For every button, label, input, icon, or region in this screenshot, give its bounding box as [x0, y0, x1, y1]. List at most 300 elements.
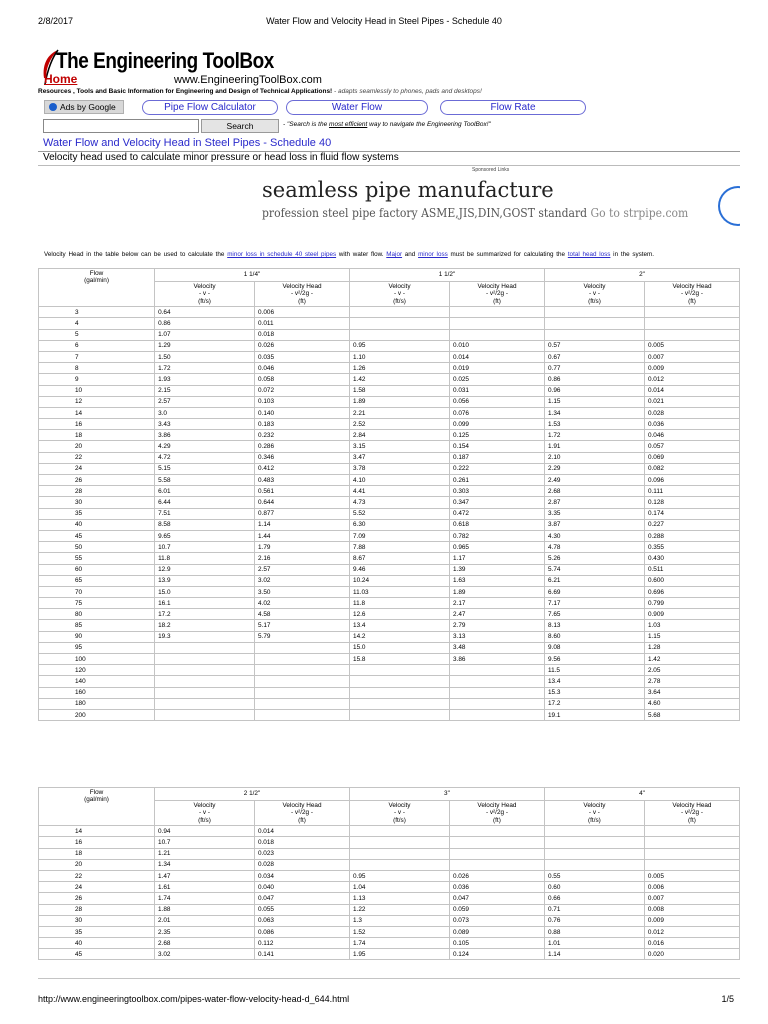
velocity-label: Velocity	[388, 283, 411, 290]
flow-cell: 45	[39, 530, 155, 541]
print-page-number: 1/5	[721, 994, 734, 1004]
print-header	[0, 16, 768, 30]
print-url: http://www.engineeringtoolbox.com/pipes-water-flow-velocity-head-d_644.html	[38, 994, 350, 1004]
velocity-head-cell: 1.79	[255, 542, 350, 553]
velocity-column-header	[155, 282, 255, 307]
site-logo[interactable]	[38, 44, 322, 90]
velocity-head-cell: 0.096	[644, 475, 739, 486]
velocity-unit: (ft/s)	[393, 297, 406, 305]
velocity-cell: 7.09	[350, 530, 450, 541]
velocity-symbol: - v -	[394, 290, 406, 298]
site-tagline	[38, 88, 482, 95]
table-row	[39, 826, 740, 837]
velocity-cell: 1.93	[155, 374, 255, 385]
velocity-head-cell	[449, 859, 544, 870]
velocity-head-cell: 0.018	[254, 837, 349, 848]
velocity-cell: 2.01	[155, 915, 255, 926]
velocity-label: Velocity	[193, 802, 216, 809]
flow-cell: 3	[39, 307, 155, 318]
table-row	[39, 926, 740, 937]
flow-cell: 12	[39, 396, 155, 407]
velocity-head-cell: 0.055	[254, 904, 349, 915]
velocity-head-column-header	[254, 801, 349, 826]
velocity-cell: 5.15	[155, 463, 255, 474]
velocity-head-cell: 0.600	[644, 575, 739, 586]
velocity-unit: (ft/s)	[588, 816, 601, 824]
table-row	[39, 452, 740, 463]
velocity-head-cell	[255, 654, 350, 665]
intro-t1: Velocity Head in the table below can be used to calculate the	[44, 251, 228, 258]
velocity-head-cell: 5.17	[255, 620, 350, 631]
velocity-cell	[544, 837, 644, 848]
velocity-cell: 4.41	[350, 486, 450, 497]
velocity-head-cell: 0.009	[644, 915, 739, 926]
velocity-head-cell: 0.346	[255, 452, 350, 463]
velocity-head-cell: 1.63	[449, 575, 544, 586]
velocity-head-cell: 0.073	[449, 915, 544, 926]
velocity-head-cell: 0.128	[644, 497, 739, 508]
minor-loss-link[interactable]: minor loss in schedule 40 steel pipes	[227, 251, 337, 258]
velocity-head-cell: 0.014	[254, 826, 349, 837]
velocity-cell: 4.30	[545, 530, 645, 541]
velocity-head-cell: 0.288	[644, 530, 739, 541]
nav-link-water-flow[interactable]: Water Flow	[286, 100, 428, 115]
velocity-head-cell: 0.036	[644, 419, 739, 430]
velocity-cell: 17.2	[545, 698, 645, 709]
ads-by-google-button[interactable]	[44, 100, 124, 114]
velocity-head-label: Velocity Head	[282, 283, 322, 290]
velocity-head-cell: 2.79	[449, 620, 544, 631]
velocity-head-cell: 3.86	[449, 654, 544, 665]
nav-bar	[38, 100, 740, 116]
velocity-cell	[155, 676, 255, 687]
velocity-cell: 1.14	[544, 949, 644, 960]
table-row	[39, 654, 740, 665]
velocity-cell: 3.15	[350, 441, 450, 452]
velocity-head-cell: 0.111	[644, 486, 739, 497]
velocity-head-cell: 0.561	[255, 486, 350, 497]
velocity-head-cell: 4.60	[644, 698, 739, 709]
velocity-head-cell: 0.076	[449, 407, 544, 418]
flow-cell: 9	[39, 374, 155, 385]
velocity-head-cell: 0.012	[644, 374, 739, 385]
velocity-cell: 2.68	[545, 486, 645, 497]
intro-text	[44, 251, 654, 258]
velocity-head-cell: 0.023	[254, 848, 349, 859]
table-row	[39, 530, 740, 541]
velocity-cell: 1.26	[350, 363, 450, 374]
velocity-symbol: - v -	[588, 290, 600, 298]
velocity-cell: 13.4	[545, 676, 645, 687]
velocity-head-cell: 0.086	[254, 926, 349, 937]
velocity-head-cell: 0.020	[644, 949, 739, 960]
flow-cell: 50	[39, 542, 155, 553]
velocity-head-cell: 0.644	[255, 497, 350, 508]
velocity-cell: 12.9	[155, 564, 255, 575]
velocity-cell: 3.02	[155, 949, 255, 960]
velocity-head-cell: 0.187	[449, 452, 544, 463]
ad-go-link[interactable]: Go to strpipe.com	[590, 206, 689, 220]
ads-label: Ads by Google	[60, 102, 116, 112]
velocity-cell	[545, 329, 645, 340]
velocity-head-cell: 0.154	[449, 441, 544, 452]
velocity-head-cell	[449, 687, 544, 698]
velocity-head-cell: 2.17	[449, 598, 544, 609]
table-row	[39, 949, 740, 960]
velocity-head-cell: 1.42	[644, 654, 739, 665]
velocity-cell	[350, 307, 450, 318]
velocity-cell: 0.77	[545, 363, 645, 374]
velocity-cell: 7.17	[545, 598, 645, 609]
velocity-head-symbol: - v²/2g -	[680, 809, 703, 817]
flow-header	[39, 269, 155, 307]
velocity-cell: 1.74	[155, 893, 255, 904]
velocity-head-cell: 0.035	[255, 351, 350, 362]
flow-cell: 18	[39, 848, 155, 859]
velocity-head-cell: 0.183	[255, 419, 350, 430]
velocity-head-cell	[644, 848, 739, 859]
velocity-head-cell: 4.02	[255, 598, 350, 609]
table-row	[39, 609, 740, 620]
flow-cell: 30	[39, 915, 155, 926]
velocity-head-cell: 0.089	[449, 926, 544, 937]
flow-header-label: Flow	[89, 789, 104, 796]
table-row	[39, 396, 740, 407]
major-loss-link[interactable]: Major	[386, 251, 403, 258]
velocity-head-cell	[255, 676, 350, 687]
velocity-cell: 2.49	[545, 475, 645, 486]
velocity-cell: 15.0	[350, 642, 450, 653]
velocity-head-label: Velocity Head	[672, 802, 712, 809]
velocity-cell	[349, 859, 449, 870]
velocity-unit: (ft/s)	[393, 816, 406, 824]
velocity-cell: 8.58	[155, 519, 255, 530]
velocity-head-cell	[644, 318, 739, 329]
velocity-cell: 1.21	[155, 848, 255, 859]
velocity-head-column-header	[449, 801, 544, 826]
velocity-head-cell: 0.005	[644, 870, 739, 881]
velocity-cell	[545, 307, 645, 318]
flow-cell: 24	[39, 882, 155, 893]
velocity-label: Velocity	[388, 802, 411, 809]
table-row	[39, 631, 740, 642]
velocity-cell: 3.35	[545, 508, 645, 519]
velocity-head-symbol: - v²/2g -	[485, 809, 508, 817]
flow-cell: 40	[39, 938, 155, 949]
home-link[interactable]: Home	[44, 72, 78, 86]
velocity-cell: 10.7	[155, 837, 255, 848]
nav-link-pipe-flow-calculator[interactable]: Pipe Flow Calculator	[142, 100, 278, 115]
velocity-head-cell: 0.618	[449, 519, 544, 530]
table-row	[39, 904, 740, 915]
table-row	[39, 318, 740, 329]
velocity-head-cell: 0.046	[644, 430, 739, 441]
velocity-head-cell	[644, 329, 739, 340]
table-row	[39, 351, 740, 362]
flow-cell: 160	[39, 687, 155, 698]
velocity-head-cell: 0.782	[449, 530, 544, 541]
table-row	[39, 329, 740, 340]
velocity-cell: 6.69	[545, 586, 645, 597]
velocity-cell	[350, 687, 450, 698]
velocity-head-column-header	[449, 282, 544, 307]
velocity-cell: 2.35	[155, 926, 255, 937]
velocity-head-unit: (ft)	[493, 297, 501, 305]
velocity-cell: 2.29	[545, 463, 645, 474]
flow-header-unit: (gal/min)	[84, 277, 109, 285]
velocity-cell: 9.56	[545, 654, 645, 665]
velocity-cell: 1.52	[349, 926, 449, 937]
velocity-head-cell: 2.05	[644, 665, 739, 676]
velocity-cell: 19.1	[545, 709, 645, 720]
table-row	[39, 430, 740, 441]
velocity-head-cell: 0.286	[255, 441, 350, 452]
search-hint	[283, 121, 491, 128]
velocity-head-symbol: - v²/2g -	[291, 290, 314, 298]
velocity-cell: 12.6	[350, 609, 450, 620]
flow-cell: 70	[39, 586, 155, 597]
velocity-head-cell: 5.68	[644, 709, 739, 720]
velocity-cell: 1.53	[545, 419, 645, 430]
velocity-cell: 0.55	[544, 870, 644, 881]
velocity-column-header	[545, 282, 645, 307]
velocity-cell: 18.2	[155, 620, 255, 631]
table-row	[39, 519, 740, 530]
velocity-cell	[350, 329, 450, 340]
velocity-cell	[155, 654, 255, 665]
velocity-cell: 1.13	[349, 893, 449, 904]
table-row	[39, 915, 740, 926]
velocity-head-cell: 3.13	[449, 631, 544, 642]
velocity-label: Velocity	[583, 802, 606, 809]
breadcrumb[interactable]: Water Flow and Velocity Head in Steel Pipes - Schedule 40	[43, 137, 332, 149]
hint-post: way to navigate the Engineering ToolBox!"	[367, 121, 491, 128]
flow-cell: 200	[39, 709, 155, 720]
flow-cell: 26	[39, 893, 155, 904]
ad-banner[interactable]	[262, 178, 732, 238]
velocity-cell: 13.9	[155, 575, 255, 586]
velocity-cell: 2.57	[155, 396, 255, 407]
velocity-head-cell: 0.261	[449, 475, 544, 486]
velocity-cell: 1.10	[350, 351, 450, 362]
velocity-head-cell: 1.14	[255, 519, 350, 530]
velocity-head-cell: 1.44	[255, 530, 350, 541]
velocity-cell: 0.88	[544, 926, 644, 937]
velocity-cell	[350, 676, 450, 687]
velocity-head-cell	[449, 848, 544, 859]
velocity-head-cell	[449, 709, 544, 720]
flow-cell: 14	[39, 407, 155, 418]
flow-cell: 95	[39, 642, 155, 653]
velocity-column-header	[350, 282, 450, 307]
table-row	[39, 870, 740, 881]
velocity-head-cell: 0.059	[449, 904, 544, 915]
velocity-cell: 4.10	[350, 475, 450, 486]
velocity-cell	[544, 848, 644, 859]
velocity-cell	[544, 859, 644, 870]
table-row	[39, 475, 740, 486]
flow-cell: 26	[39, 475, 155, 486]
velocity-head-cell: 2.57	[255, 564, 350, 575]
velocity-head-cell: 0.140	[255, 407, 350, 418]
velocity-cell: 0.60	[544, 882, 644, 893]
velocity-cell	[155, 687, 255, 698]
velocity-head-cell: 0.105	[449, 938, 544, 949]
search-input[interactable]	[43, 119, 199, 133]
velocity-head-cell: 0.016	[644, 938, 739, 949]
velocity-cell: 1.3	[349, 915, 449, 926]
flow-cell: 75	[39, 598, 155, 609]
table-row	[39, 893, 740, 904]
velocity-cell: 3.87	[545, 519, 645, 530]
hint-em: most efficient	[329, 121, 368, 128]
velocity-head-cell: 0.019	[449, 363, 544, 374]
table-row	[39, 564, 740, 575]
velocity-cell: 14.2	[350, 631, 450, 642]
ad-subline	[262, 206, 689, 220]
velocity-cell: 0.86	[155, 318, 255, 329]
velocity-cell	[155, 642, 255, 653]
velocity-head-cell: 0.006	[644, 882, 739, 893]
velocity-cell	[545, 318, 645, 329]
table-bottom-edge	[38, 978, 740, 979]
velocity-cell	[349, 848, 449, 859]
table-row	[39, 859, 740, 870]
tagline-text: Resources , Tools and Basic Information for Engineering and Design of Technical Applications!	[38, 88, 333, 95]
velocity-cell	[350, 318, 450, 329]
pipe-size-header: 1 1/4"	[155, 269, 350, 282]
velocity-head-table-2	[38, 787, 740, 960]
velocity-cell: 1.95	[349, 949, 449, 960]
pipe-size-header: 3"	[349, 788, 544, 801]
velocity-head-cell: 0.174	[644, 508, 739, 519]
table-row	[39, 497, 740, 508]
search-button[interactable]: Search	[201, 119, 279, 133]
velocity-cell: 0.66	[544, 893, 644, 904]
tagline-adapt: - adapts seamlessly to phones, pads and desktops!	[334, 88, 482, 95]
flow-header	[39, 788, 155, 826]
ad-subline-text: profession steel pipe factory ASME,JIS,DIN,GOST standard	[262, 206, 588, 220]
velocity-cell: 10.7	[155, 542, 255, 553]
minor-loss-link-2[interactable]: minor loss	[418, 251, 448, 258]
velocity-cell: 2.87	[545, 497, 645, 508]
velocity-cell: 0.67	[545, 351, 645, 362]
velocity-cell: 1.74	[349, 938, 449, 949]
velocity-cell	[349, 837, 449, 848]
velocity-head-cell: 0.511	[644, 564, 739, 575]
velocity-cell: 2.21	[350, 407, 450, 418]
velocity-cell: 9.65	[155, 530, 255, 541]
print-date: 2/8/2017	[38, 16, 74, 26]
velocity-cell: 3.47	[350, 452, 450, 463]
velocity-head-cell: 0.011	[255, 318, 350, 329]
flow-cell: 45	[39, 949, 155, 960]
flow-cell: 24	[39, 463, 155, 474]
velocity-head-unit: (ft)	[298, 297, 306, 305]
velocity-cell	[350, 698, 450, 709]
velocity-head-cell: 0.056	[449, 396, 544, 407]
velocity-cell: 16.1	[155, 598, 255, 609]
velocity-cell	[350, 665, 450, 676]
velocity-head-label: Velocity Head	[282, 802, 322, 809]
velocity-head-cell: 0.232	[255, 430, 350, 441]
velocity-head-cell: 0.036	[449, 882, 544, 893]
flow-cell: 20	[39, 441, 155, 452]
velocity-cell: 3.43	[155, 419, 255, 430]
nav-link-flow-rate[interactable]: Flow Rate	[440, 100, 586, 115]
velocity-cell: 11.8	[350, 598, 450, 609]
velocity-cell: 1.42	[350, 374, 450, 385]
velocity-cell	[349, 826, 449, 837]
velocity-head-cell: 0.040	[254, 882, 349, 893]
velocity-head-cell: 0.047	[449, 893, 544, 904]
flow-cell: 20	[39, 859, 155, 870]
site-name: The Engineering ToolBox	[56, 48, 274, 73]
table-row	[39, 441, 740, 452]
velocity-cell: 0.96	[545, 385, 645, 396]
velocity-head-cell: 0.034	[254, 870, 349, 881]
info-icon	[49, 103, 57, 111]
velocity-head-symbol: - v²/2g -	[485, 290, 508, 298]
velocity-cell: 1.72	[545, 430, 645, 441]
table-row	[39, 407, 740, 418]
flow-cell: 35	[39, 926, 155, 937]
velocity-head-cell: 0.227	[644, 519, 739, 530]
velocity-head-column-header	[255, 282, 350, 307]
velocity-head-cell	[449, 826, 544, 837]
velocity-cell: 19.3	[155, 631, 255, 642]
velocity-unit: (ft/s)	[588, 297, 601, 305]
velocity-column-header	[155, 801, 255, 826]
velocity-label: Velocity	[193, 283, 216, 290]
velocity-head-cell: 0.141	[254, 949, 349, 960]
total-head-loss-link[interactable]: total head loss	[567, 251, 611, 258]
velocity-head-cell: 1.03	[644, 620, 739, 631]
velocity-head-cell: 2.78	[644, 676, 739, 687]
flow-cell: 180	[39, 698, 155, 709]
velocity-head-cell: 0.877	[255, 508, 350, 519]
velocity-head-cell: 0.046	[255, 363, 350, 374]
velocity-cell: 11.8	[155, 553, 255, 564]
velocity-head-cell: 4.58	[255, 609, 350, 620]
ad-headline[interactable]: seamless pipe manufacture	[262, 178, 554, 202]
table-row	[39, 307, 740, 318]
velocity-head-cell: 0.047	[254, 893, 349, 904]
velocity-head-cell: 0.472	[449, 508, 544, 519]
velocity-cell	[155, 709, 255, 720]
table-row	[39, 709, 740, 720]
flow-cell: 14	[39, 826, 155, 837]
velocity-cell	[155, 698, 255, 709]
intro-t5: in the system.	[610, 251, 655, 258]
velocity-cell: 0.64	[155, 307, 255, 318]
velocity-head-cell: 0.799	[644, 598, 739, 609]
velocity-head-column-header	[644, 282, 739, 307]
velocity-cell	[544, 826, 644, 837]
velocity-cell: 9.08	[545, 642, 645, 653]
velocity-head-cell: 0.082	[644, 463, 739, 474]
velocity-head-cell: 0.069	[644, 452, 739, 463]
table-row	[39, 676, 740, 687]
velocity-head-table-1	[38, 268, 740, 721]
flow-cell: 5	[39, 329, 155, 340]
velocity-cell: 15.3	[545, 687, 645, 698]
velocity-cell: 7.65	[545, 609, 645, 620]
table-row	[39, 586, 740, 597]
velocity-head-cell: 1.28	[644, 642, 739, 653]
velocity-head-cell: 0.010	[449, 340, 544, 351]
velocity-head-cell: 0.028	[644, 407, 739, 418]
